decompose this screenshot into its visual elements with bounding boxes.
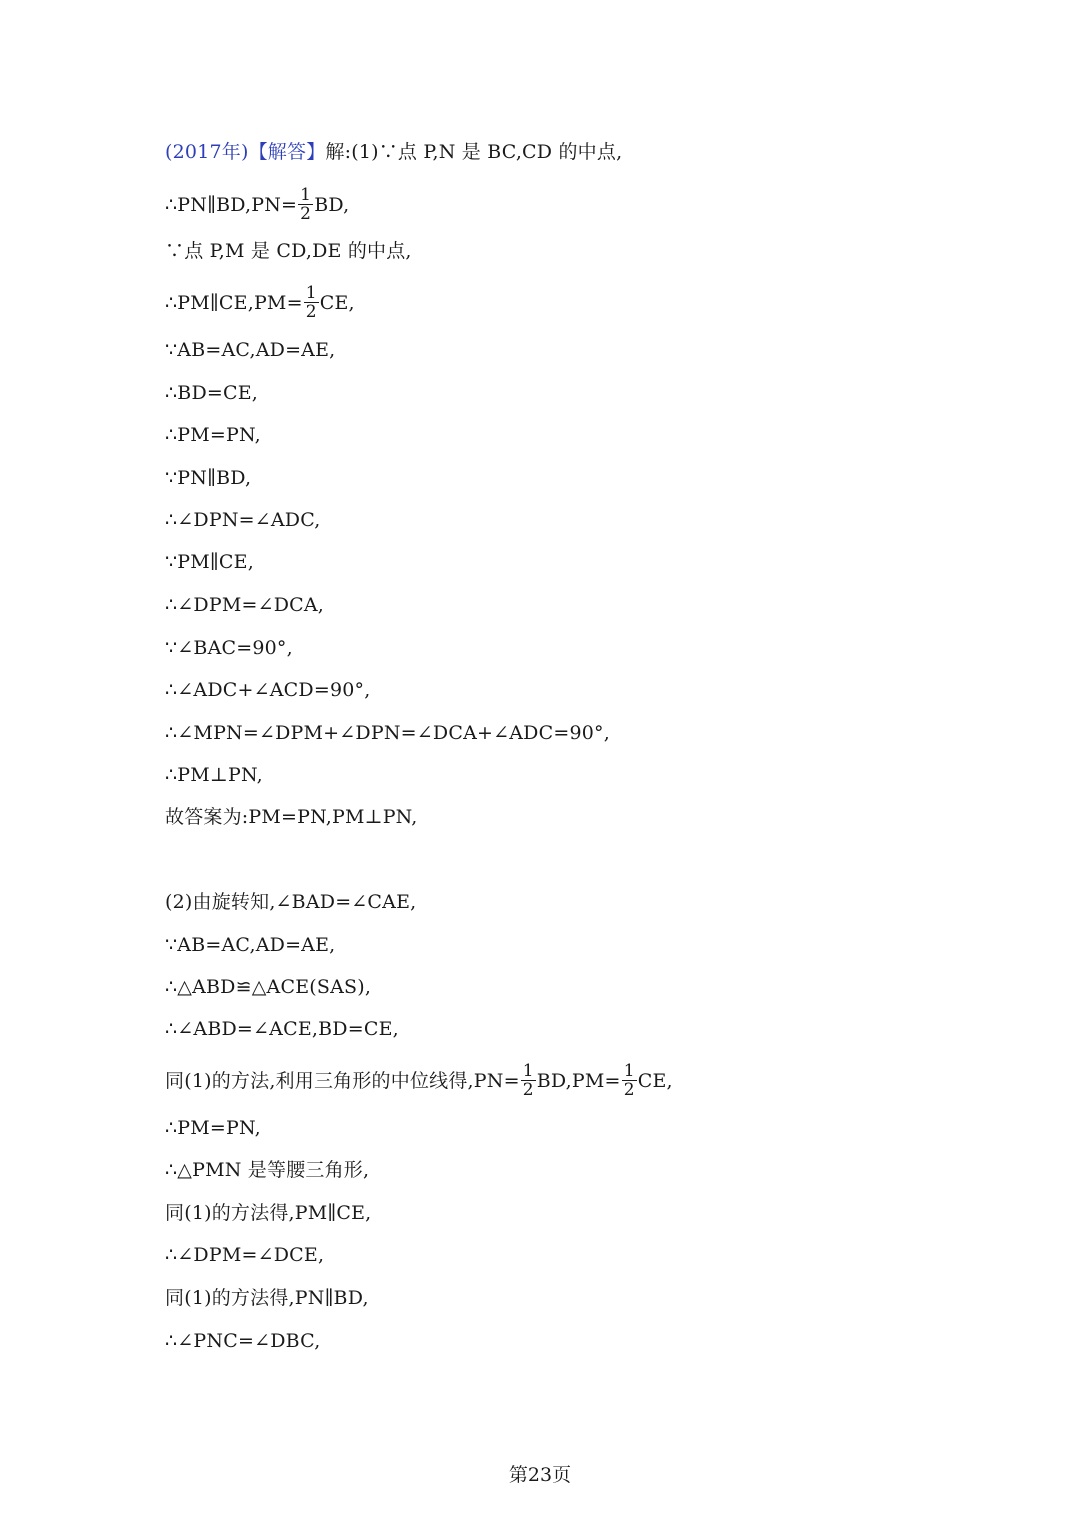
fraction-denominator: 2 <box>623 1080 635 1100</box>
solution-line <box>165 550 254 574</box>
text-span: ∴∠DPN=∠ADC, <box>165 509 321 531</box>
fraction-numerator: 1 <box>623 1061 635 1081</box>
fraction-numerator: 1 <box>305 283 317 303</box>
text-span: ∴△PMN 是等腰三角形, <box>165 1159 370 1181</box>
text-span: ∴PM=PN, <box>165 424 261 446</box>
solution-line <box>165 185 350 224</box>
text-span: ∴PM∥CE,PM= <box>165 292 303 314</box>
fraction-denominator: 2 <box>522 1080 534 1100</box>
text-span: ∴△ABD≌△ACE(SAS), <box>165 976 372 998</box>
text-span: ∴BD=CE, <box>165 382 259 404</box>
highlight-label: 【解答】 <box>248 141 326 163</box>
solution-line <box>165 1329 320 1353</box>
solution-line <box>165 805 418 829</box>
text-span: ∴∠ABD=∠ACE,BD=CE, <box>165 1018 399 1040</box>
text-span: ∴PN∥BD,PN= <box>165 194 298 216</box>
solution-line <box>165 1017 399 1041</box>
solution-line <box>165 381 258 405</box>
text-span: ∵∠BAC=90°, <box>165 637 293 659</box>
solution-line <box>165 1243 324 1267</box>
solution-line <box>165 975 371 999</box>
fraction-numerator: 1 <box>300 185 312 205</box>
text-span: (2)由旋转知,∠BAD=∠CAE, <box>165 891 417 913</box>
solution-line <box>165 763 263 787</box>
text-span: ∵点 P,M 是 CD,DE 的中点, <box>165 240 412 262</box>
solution-line <box>165 466 251 490</box>
solution-line <box>165 678 370 702</box>
text-span: 同(1)的方法,利用三角形的中位线得,PN= <box>165 1070 520 1092</box>
text-span: 解:(1)∵点 P,N 是 BC,CD 的中点, <box>325 141 623 163</box>
fraction <box>298 187 313 223</box>
fraction <box>304 285 319 321</box>
solution-line <box>165 338 335 362</box>
text-span: CE, <box>319 292 355 314</box>
text-span: 故答案为:PM=PN,PM⊥PN, <box>165 806 418 828</box>
text-span: 同(1)的方法得,PN∥BD, <box>165 1287 369 1309</box>
text-span: ∴∠DPM=∠DCE, <box>165 1244 325 1266</box>
text-span: BD, <box>314 194 350 216</box>
solution-line <box>165 1201 371 1225</box>
text-span: BD,PM= <box>536 1070 621 1092</box>
text-span: ∵PN∥BD, <box>165 467 252 489</box>
text-span: ∴PM=PN, <box>165 1117 261 1139</box>
text-span: 同(1)的方法得,PM∥CE, <box>165 1202 372 1224</box>
solution-line <box>165 423 261 447</box>
solution-line <box>165 721 610 745</box>
text-span: ∴∠MPN=∠DPM+∠DPN=∠DCA+∠ADC=90°, <box>165 722 610 744</box>
text-span: ∵PM∥CE, <box>165 551 254 573</box>
highlight-label: (2017年) <box>165 141 249 163</box>
solution-line <box>165 283 355 322</box>
solution-line <box>165 239 412 263</box>
fraction-denominator: 2 <box>300 204 312 224</box>
fraction-denominator: 2 <box>305 302 317 322</box>
fraction-numerator: 1 <box>522 1061 534 1081</box>
fraction <box>521 1063 536 1099</box>
solution-line <box>165 508 321 532</box>
solution-line <box>165 140 622 164</box>
page-number: 第23页 <box>508 1464 572 1486</box>
solution-line <box>165 933 335 957</box>
solution-line <box>165 593 324 617</box>
solution-line <box>165 1158 369 1182</box>
text-span: ∵AB=AC,AD=AE, <box>165 934 336 956</box>
text-span: ∴∠ADC+∠ACD=90°, <box>165 679 371 701</box>
solution-line <box>165 890 416 914</box>
text-span: ∴∠DPM=∠DCA, <box>165 594 325 616</box>
text-span: ∴∠PNC=∠DBC, <box>165 1330 321 1352</box>
solution-line <box>165 636 293 660</box>
text-span: CE, <box>637 1070 673 1092</box>
solution-line <box>165 1286 369 1310</box>
fraction <box>622 1063 637 1099</box>
text-span: ∴PM⊥PN, <box>165 764 263 786</box>
solution-line <box>165 1116 261 1140</box>
solution-line <box>165 1061 673 1100</box>
text-span: ∵AB=AC,AD=AE, <box>165 339 336 361</box>
